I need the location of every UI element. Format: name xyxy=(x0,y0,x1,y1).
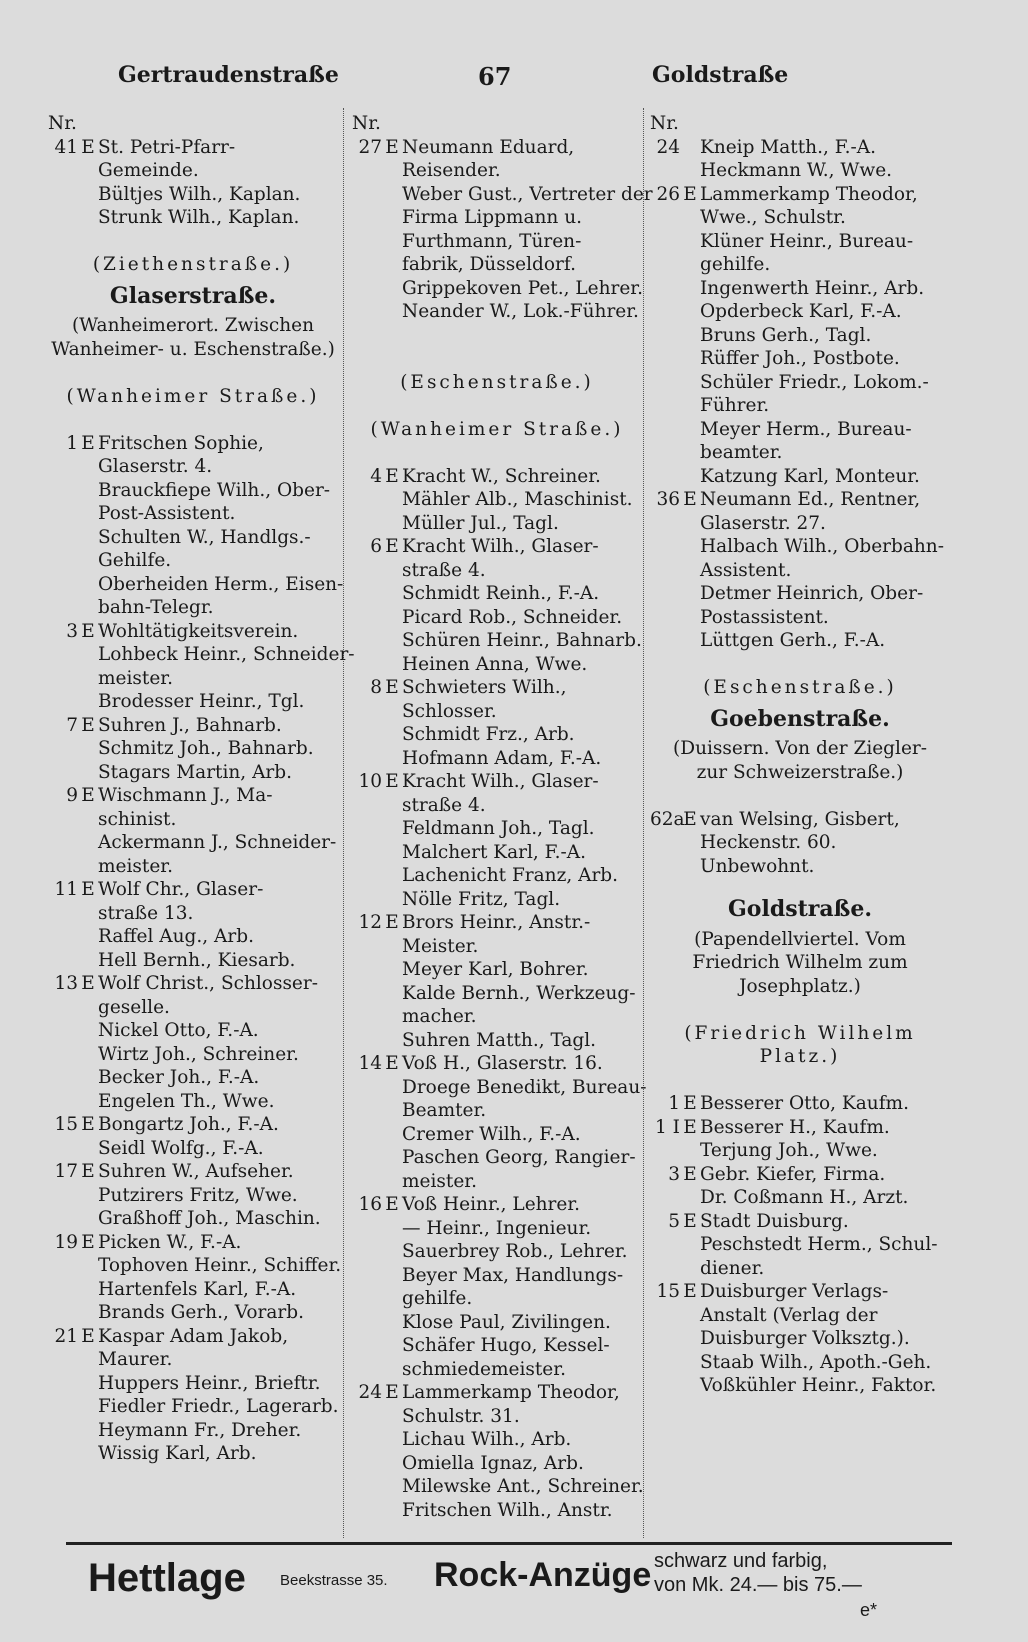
owner-marker xyxy=(680,136,700,160)
resident-line: Müller Jul., Tagl. xyxy=(402,512,559,534)
entry-text: Suhren J., Bahnarb. xyxy=(98,714,282,736)
house-number: 5 xyxy=(668,1210,680,1232)
entry-text: Suhren W., Aufseher. xyxy=(98,1161,294,1182)
street-note: Josephplatz.) xyxy=(739,975,861,997)
resident-line: Anstalt (Verlag der xyxy=(700,1304,878,1326)
resident-line: Postassistent. xyxy=(700,606,829,628)
resident-line: Ackermann J., Schneider- xyxy=(98,832,337,853)
street-note: (Duissern. Von der Ziegler- xyxy=(673,738,927,759)
resident-line: Schmitz Joh., Bahnarb. xyxy=(98,738,314,759)
house-number: 16 xyxy=(358,1194,382,1215)
resident-line: Brands Gerh., Vorarb. xyxy=(98,1302,304,1323)
owner-marker: E xyxy=(385,536,399,557)
entry-row xyxy=(352,911,642,935)
resident-line: Klüner Heinr., Bureau- xyxy=(700,230,914,252)
resident-line: Schmidt Reinh., F.-A. xyxy=(402,583,600,604)
entry-text: Stadt Duisburg. xyxy=(700,1210,849,1232)
owner-marker: E xyxy=(81,714,95,736)
entry-text: Wohltätigkeitsverein. xyxy=(98,620,299,642)
entry-text: Gebr. Kiefer, Firma. xyxy=(700,1163,886,1185)
entry-row xyxy=(48,1325,338,1349)
street-note: Friedrich Wilhelm zum xyxy=(692,952,908,973)
owner-marker: E xyxy=(385,1053,399,1074)
spacer xyxy=(352,441,642,465)
cross-street: (Ziethenstraße.) xyxy=(92,254,294,275)
owner-marker: E xyxy=(81,879,95,900)
entry-row xyxy=(352,770,642,794)
entry-text: Brors Heinr., Anstr.- xyxy=(402,912,591,933)
resident-line: Fiedler Friedr., Lagerarb. xyxy=(98,1396,339,1417)
owner-marker: E xyxy=(81,620,95,642)
resident-line: straße 4. xyxy=(402,559,486,581)
owner-marker: E xyxy=(81,1231,95,1253)
resident-line: Nölle Fritz, Tagl. xyxy=(402,888,561,910)
resident-line: beamter. xyxy=(700,442,783,463)
resident-line: Sauerbrey Rob., Lehrer. xyxy=(402,1241,628,1262)
resident-line: Becker Joh., F.-A. xyxy=(98,1067,260,1088)
ad-address: Beekstrasse 35. xyxy=(280,1572,388,1589)
house-number: 21 xyxy=(54,1325,78,1347)
column-3 xyxy=(650,112,950,1398)
resident-line: Suhren Matth., Tagl. xyxy=(402,1029,597,1051)
resident-line: Gehilfe. xyxy=(98,550,172,571)
owner-marker: E xyxy=(683,1116,697,1138)
entry-row xyxy=(650,1116,950,1140)
resident-line: Ingenwerth Heinr., Arb. xyxy=(700,277,925,299)
owner-marker: E xyxy=(81,973,95,994)
entry-row xyxy=(650,808,950,832)
entry-row xyxy=(48,878,338,902)
resident-line: gehilfe. xyxy=(700,254,771,275)
house-number: 36 xyxy=(656,489,680,510)
resident-line: straße 4. xyxy=(402,794,486,816)
ad-product: Rock-Anzüge xyxy=(434,1556,652,1594)
resident-line: Glaserstr. 27. xyxy=(700,512,826,534)
entry-row xyxy=(48,136,338,160)
entry-text: Lammerkamp Theodor, xyxy=(700,183,918,205)
entry-text: Kaspar Adam Jakob, xyxy=(98,1325,289,1347)
resident-line: Schüren Heinr., Bahnarb. xyxy=(402,630,642,651)
resident-line: Heckmann W., Wwe. xyxy=(700,160,893,181)
resident-line: Feldmann Joh., Tagl. xyxy=(402,818,595,839)
resident-line: Schlosser. xyxy=(402,700,497,722)
advertisement xyxy=(80,1548,960,1618)
entry-row xyxy=(650,183,950,207)
owner-marker: E xyxy=(385,912,399,933)
resident-line: meister. xyxy=(402,1170,477,1192)
resident-line: Post-Assistent. xyxy=(98,503,236,524)
resident-line: Nickel Otto, F.-A. xyxy=(98,1020,259,1041)
resident-line: Meyer Karl, Bohrer. xyxy=(402,959,589,980)
resident-line: Picard Rob., Schneider. xyxy=(402,606,623,628)
entry-text: Voß H., Glaserstr. 16. xyxy=(402,1053,603,1074)
entry-row xyxy=(352,1193,642,1217)
street-note: zur Schweizerstraße.) xyxy=(696,761,904,783)
street-note: (Papendellviertel. Vom xyxy=(694,928,906,950)
resident-line: Voßkühler Heinr., Faktor. xyxy=(700,1375,937,1396)
resident-line: Strunk Wilh., Kaplan. xyxy=(98,207,300,228)
entry-text: Besserer H., Kaufm. xyxy=(700,1116,890,1138)
owner-marker: E xyxy=(81,432,95,454)
resident-line: Huppers Heinr., Brieftr. xyxy=(98,1372,321,1394)
signature-mark: e* xyxy=(860,1600,878,1620)
house-number: 15 xyxy=(54,1114,78,1135)
house-number: 41 xyxy=(54,136,78,158)
ad-text-line-2: von Mk. 24.— bis 75.— xyxy=(654,1574,862,1596)
entry-text: Lammerkamp Theodor, xyxy=(402,1382,620,1403)
resident-line: Staab Wilh., Apoth.-Geh. xyxy=(700,1351,932,1373)
resident-line: Lichau Wilh., Arb. xyxy=(402,1429,572,1450)
entry-text: Neumann Ed., Rentner, xyxy=(700,489,921,510)
street-note: Wanheimer- u. Eschenstraße.) xyxy=(51,338,335,360)
owner-marker: E xyxy=(385,1382,399,1403)
resident-line: Milewske Ant., Schreiner. xyxy=(402,1476,644,1497)
resident-line: Hell Bernh., Kiesarb. xyxy=(98,949,296,971)
owner-marker: E xyxy=(81,136,95,158)
owner-marker: E xyxy=(385,1194,399,1215)
street-heading: Goebenstraße. xyxy=(710,705,890,732)
resident-line: meister. xyxy=(98,667,173,689)
resident-line: Gemeinde. xyxy=(98,160,199,181)
column-label: Nr. xyxy=(650,113,679,134)
house-number: 15 xyxy=(656,1281,680,1302)
house-number: 24 xyxy=(656,136,680,158)
ad-brand: Hettlage xyxy=(88,1556,246,1600)
owner-marker: E xyxy=(385,771,399,792)
column-divider xyxy=(343,108,344,1538)
owner-marker: E xyxy=(81,1161,95,1182)
cross-street: (Wanheimer Straße.) xyxy=(66,385,320,407)
resident-line: Weber Gust., Vertreter der xyxy=(402,183,653,205)
entry-row xyxy=(352,1381,642,1405)
ad-text-line-1: schwarz und farbig, xyxy=(654,1550,828,1572)
entry-text: Voß Heinr., Lehrer. xyxy=(402,1194,581,1215)
column-1 xyxy=(48,112,355,1466)
resident-line: schinist. xyxy=(98,808,177,830)
entry-row xyxy=(48,1113,338,1137)
spacer xyxy=(650,998,950,1022)
entry-text: St. Petri-Pfarr- xyxy=(98,136,236,158)
resident-line: Glaserstr. 4. xyxy=(98,456,213,477)
spacer xyxy=(650,653,950,677)
spacer xyxy=(352,394,642,418)
house-number: 11 xyxy=(54,879,78,900)
entry-text: Picken W., F.-A. xyxy=(98,1231,242,1253)
spacer xyxy=(352,324,642,348)
house-number: 6 xyxy=(370,536,382,557)
resident-line: — Heinr., Ingenieur. xyxy=(402,1217,592,1239)
resident-line: Meister. xyxy=(402,935,479,957)
resident-line: Mähler Alb., Maschinist. xyxy=(402,489,633,510)
resident-line: Opderbeck Karl, F.-A. xyxy=(700,301,902,322)
resident-line: Schäfer Hugo, Kessel- xyxy=(402,1335,610,1356)
resident-line: Wwe., Schulstr. xyxy=(700,207,846,228)
spacer xyxy=(650,784,950,808)
header-left-street: Gertraudenstraße xyxy=(118,62,339,88)
owner-marker: E xyxy=(683,1163,697,1185)
resident-line: Raffel Aug., Arb. xyxy=(98,926,254,947)
house-number: 1 xyxy=(668,1093,680,1114)
resident-line: Hofmann Adam, F.-A. xyxy=(402,747,602,769)
entry-text: Kneip Matth., F.-A. xyxy=(700,136,877,158)
resident-line: Neander W., Lok.-Führer. xyxy=(402,301,639,322)
street-note: (Wanheimerort. Zwischen xyxy=(71,315,315,336)
owner-marker: E xyxy=(683,183,697,205)
resident-line: Fritschen Wilh., Anstr. xyxy=(402,1499,613,1521)
entry-row xyxy=(352,136,642,160)
resident-line: Peschstedt Herm., Schul- xyxy=(700,1234,938,1255)
entry-row xyxy=(650,1163,950,1187)
spacer xyxy=(48,361,338,385)
resident-line: Tophoven Heinr., Schiffer. xyxy=(98,1255,342,1276)
entry-text: Fritschen Sophie, xyxy=(98,432,264,454)
header-right-street: Goldstraße xyxy=(652,62,789,88)
street-heading: Glaserstraße. xyxy=(109,282,277,309)
entry-text: van Welsing, Gisbert, xyxy=(700,808,900,830)
entry-row xyxy=(650,488,950,512)
advert-rule xyxy=(66,1542,952,1545)
resident-line: Paschen Georg, Rangier- xyxy=(402,1147,636,1168)
entry-row xyxy=(48,972,338,996)
entry-row xyxy=(650,1280,950,1304)
house-number: 12 xyxy=(358,912,382,933)
entry-row xyxy=(352,1052,642,1076)
house-number: 8 xyxy=(370,677,382,698)
resident-line: bahn-Telegr. xyxy=(98,597,214,618)
resident-line: Putzirers Fritz, Wwe. xyxy=(98,1184,298,1206)
resident-line: gehilfe. xyxy=(402,1288,473,1309)
resident-line: Brodesser Heinr., Tgl. xyxy=(98,691,305,712)
house-number: 13 xyxy=(54,973,78,994)
resident-line: Terjung Joh., Wwe. xyxy=(700,1140,878,1161)
resident-line: Lüttgen Gerh., F.-A. xyxy=(700,630,886,651)
owner-marker: E xyxy=(81,785,95,806)
owner-marker: E xyxy=(385,677,399,698)
page-number: 67 xyxy=(478,62,512,91)
entry-row xyxy=(48,1160,338,1184)
resident-line: Reisender. xyxy=(402,160,501,181)
resident-line: macher. xyxy=(402,1006,477,1027)
resident-line: Assistent. xyxy=(700,559,792,581)
resident-line: Lachenicht Franz, Arb. xyxy=(402,865,619,886)
cross-street: (Eschenstraße.) xyxy=(703,677,897,698)
resident-line: Cremer Wilh., F.-A. xyxy=(402,1123,581,1145)
entry-text: Duisburger Verlags- xyxy=(700,1281,889,1302)
house-number: 17 xyxy=(54,1161,78,1182)
house-number: 7 xyxy=(66,714,78,736)
house-number: 1 xyxy=(66,432,78,454)
cross-street: (Wanheimer Straße.) xyxy=(370,418,624,440)
resident-line: Detmer Heinrich, Ober- xyxy=(700,583,924,604)
resident-line: Malchert Karl, F.-A. xyxy=(402,841,586,863)
resident-line: Schulten W., Handlgs.- xyxy=(98,526,311,548)
resident-line: Schüler Friedr., Lokom.- xyxy=(700,371,929,393)
spacer xyxy=(48,230,338,254)
resident-line: Bruns Gerh., Tagl. xyxy=(700,324,872,346)
entry-text: Besserer Otto, Kaufm. xyxy=(700,1093,909,1114)
column-label: Nr. xyxy=(48,113,77,134)
resident-line: Grippekoven Pet., Lehrer. xyxy=(402,277,643,299)
resident-line: Firma Lippmann u. xyxy=(402,207,583,228)
house-number: 3 xyxy=(66,620,78,642)
resident-line: Meyer Herm., Bureau- xyxy=(700,418,912,440)
entry-text: Neumann Eduard, xyxy=(402,136,575,158)
entry-row xyxy=(650,1092,950,1116)
entry-row xyxy=(48,620,338,644)
entry-text: Kracht Wilh., Glaser- xyxy=(402,536,599,557)
resident-line: Omiella Ignaz, Arb. xyxy=(402,1452,584,1474)
column-divider xyxy=(643,108,644,1538)
resident-line: meister. xyxy=(98,855,173,877)
entry-row xyxy=(352,465,642,489)
resident-line: Stagars Martin, Arb. xyxy=(98,761,292,783)
owner-marker: E xyxy=(385,136,399,158)
owner-marker: E xyxy=(683,1093,697,1114)
spacer xyxy=(650,878,950,890)
resident-line: straße 13. xyxy=(98,902,194,924)
owner-marker: E xyxy=(385,465,399,487)
owner-marker: E xyxy=(81,1114,95,1135)
cross-street: (Eschenstraße.) xyxy=(400,371,594,393)
resident-line: Wissig Karl, Arb. xyxy=(98,1443,257,1464)
entry-row xyxy=(48,432,338,456)
resident-line: Rüffer Joh., Postbote. xyxy=(700,348,900,369)
house-number: 1 I xyxy=(655,1116,680,1138)
resident-line: Heckenstr. 60. xyxy=(700,832,837,853)
resident-line: Kalde Bernh., Werkzeug- xyxy=(402,982,636,1004)
owner-marker: E xyxy=(81,1325,95,1347)
entry-row xyxy=(48,1231,338,1255)
resident-line: Schulstr. 31. xyxy=(402,1405,520,1427)
entry-row xyxy=(48,714,338,738)
resident-line: Klose Paul, Zivilingen. xyxy=(402,1311,611,1333)
resident-line: Beyer Max, Handlungs- xyxy=(402,1264,624,1286)
cross-street: (Friedrich Wilhelm xyxy=(684,1022,916,1044)
spacer xyxy=(650,1069,950,1093)
resident-line: Beamter. xyxy=(402,1100,487,1121)
entry-row xyxy=(352,535,642,559)
house-number: 24 xyxy=(358,1382,382,1403)
entry-row xyxy=(650,1210,950,1234)
resident-line: Lohbeck Heinr., Schneider- xyxy=(98,644,355,665)
entry-text: Schwieters Wilh., xyxy=(402,677,567,698)
resident-line: Bültjes Wilh., Kaplan. xyxy=(98,183,301,205)
house-number: 3 xyxy=(668,1163,680,1185)
resident-line: Halbach Wilh., Oberbahn- xyxy=(700,536,944,557)
resident-line: Furthmann, Türen- xyxy=(402,230,582,252)
owner-marker: E xyxy=(683,808,697,830)
entry-text: Kracht W., Schreiner. xyxy=(402,465,601,487)
entry-text: Bongartz Joh., F.-A. xyxy=(98,1114,279,1135)
house-number: 4 xyxy=(370,465,382,487)
street-heading: Goldstraße. xyxy=(728,896,872,922)
resident-line: Heymann Fr., Dreher. xyxy=(98,1419,302,1441)
resident-line: Graßhoff Joh., Maschin. xyxy=(98,1208,321,1229)
column-2 xyxy=(352,112,653,1522)
resident-line: Droege Benedikt, Bureau- xyxy=(402,1076,647,1098)
owner-marker: E xyxy=(683,489,697,510)
entry-text: Kracht Wilh., Glaser- xyxy=(402,771,599,792)
spacer xyxy=(352,347,642,371)
resident-line: Führer. xyxy=(700,395,770,416)
entry-text: Wischmann J., Ma- xyxy=(98,785,273,806)
owner-marker: E xyxy=(683,1281,697,1302)
resident-line: Maurer. xyxy=(98,1349,173,1370)
resident-line: Duisburger Volksztg.). xyxy=(700,1328,910,1349)
entry-text: Wolf Christ., Schlosser- xyxy=(98,973,318,994)
resident-line: Seidl Wolfg., F.-A. xyxy=(98,1137,264,1159)
resident-line: Schmidt Frz., Arb. xyxy=(402,724,575,745)
resident-line: fabrik, Düsseldorf. xyxy=(402,254,576,275)
house-number: 26 xyxy=(656,183,680,205)
house-number: 19 xyxy=(54,1231,78,1253)
entry-row xyxy=(650,136,950,160)
resident-line: Brauckfiepe Wilh., Ober- xyxy=(98,479,331,501)
resident-line: Katzung Karl, Monteur. xyxy=(700,465,920,487)
resident-line: Engelen Th., Wwe. xyxy=(98,1090,275,1112)
entry-text: Wolf Chr., Glaser- xyxy=(98,879,264,900)
resident-line: Hartenfels Karl, F.-A. xyxy=(98,1278,297,1300)
entry-row xyxy=(352,676,642,700)
resident-line: Unbewohnt. xyxy=(700,855,815,877)
cross-street: Platz.) xyxy=(759,1046,841,1067)
entry-row xyxy=(48,784,338,808)
resident-line: Dr. Coßmann H., Arzt. xyxy=(700,1187,909,1208)
column-label: Nr. xyxy=(352,113,381,134)
spacer xyxy=(48,408,338,432)
resident-line: Heinen Anna, Wwe. xyxy=(402,653,588,675)
house-number: 10 xyxy=(358,771,382,792)
house-number: 62a xyxy=(650,808,685,830)
house-number: 9 xyxy=(66,785,78,806)
house-number: 27 xyxy=(358,136,382,158)
resident-line: Wirtz Joh., Schreiner. xyxy=(98,1043,299,1065)
resident-line: diener. xyxy=(700,1257,765,1279)
house-number: 14 xyxy=(358,1053,382,1074)
owner-marker: E xyxy=(683,1210,697,1232)
resident-line: geselle. xyxy=(98,996,170,1018)
resident-line: Oberheiden Herm., Eisen- xyxy=(98,573,344,595)
resident-line: schmiedemeister. xyxy=(402,1358,566,1380)
